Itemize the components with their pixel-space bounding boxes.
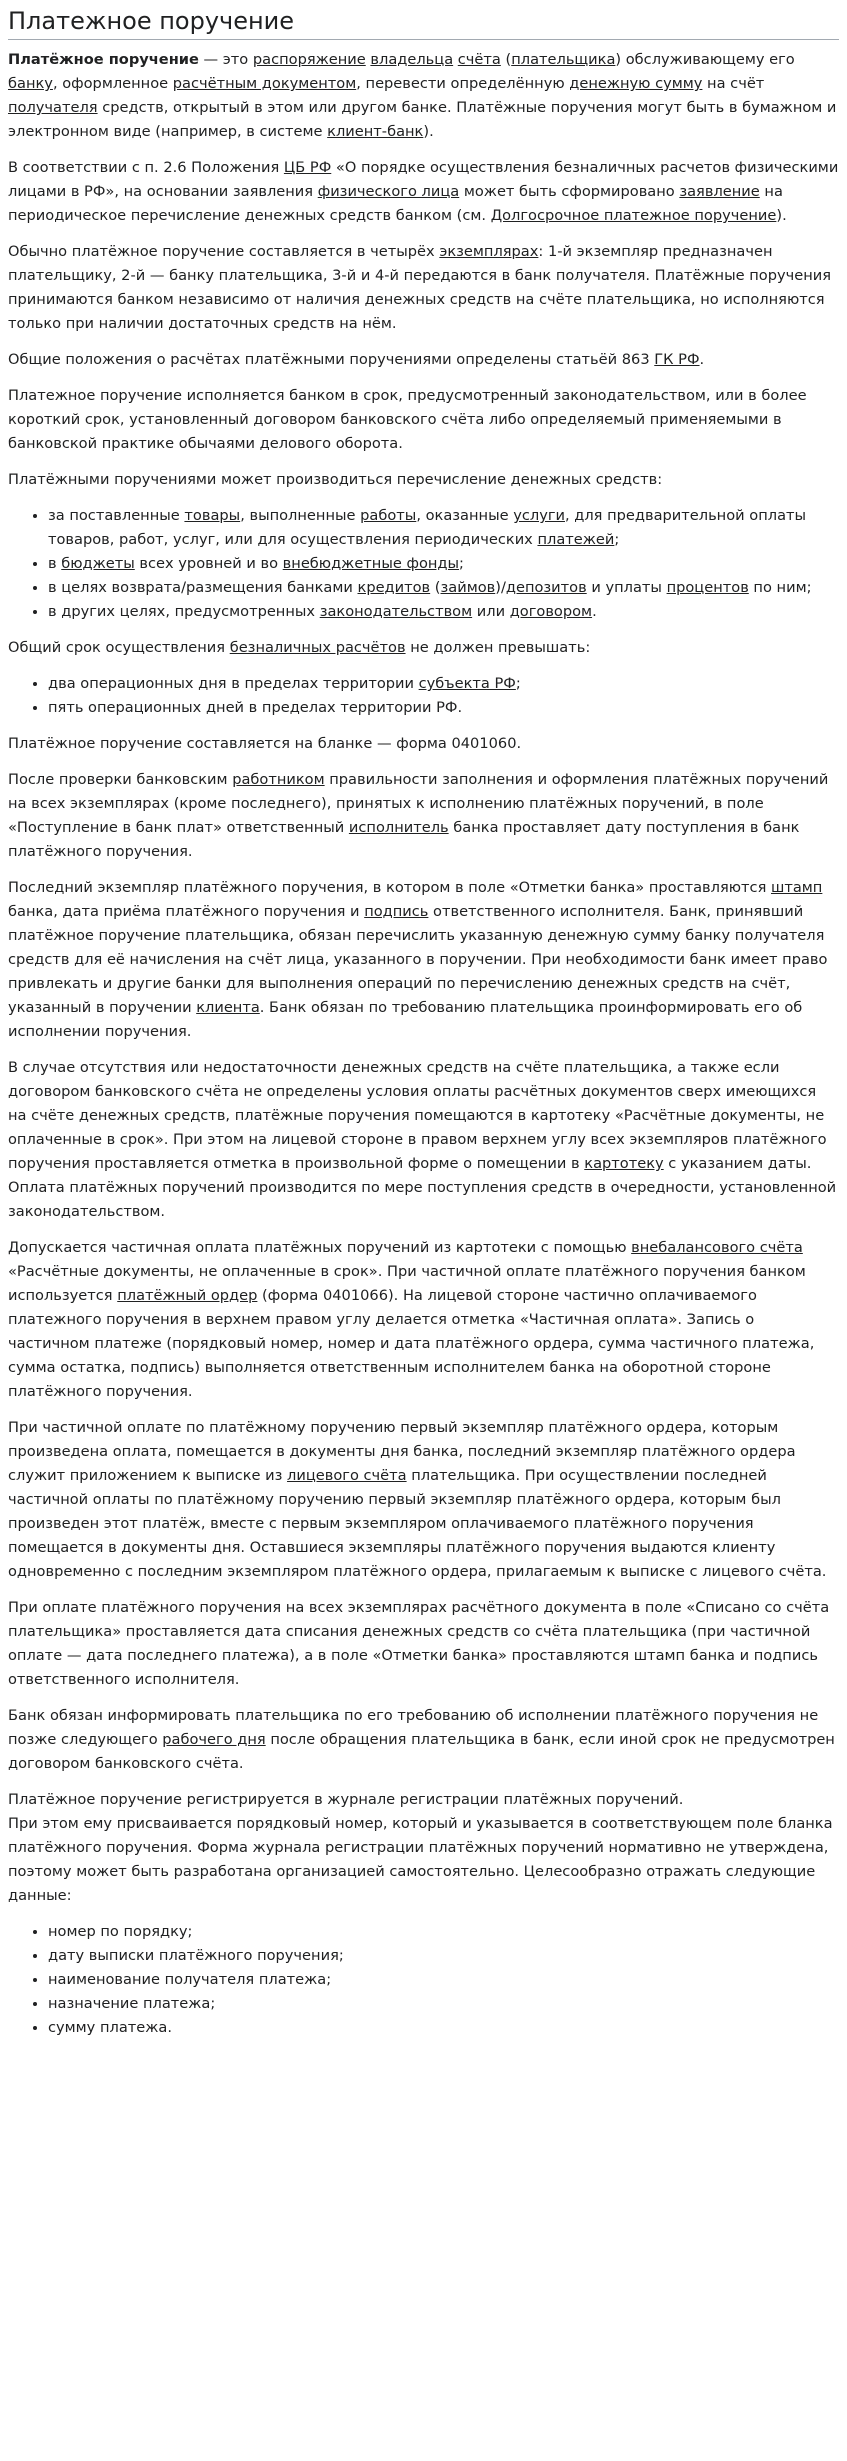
list-item	[48, 1968, 839, 1992]
text-run: банка проставляет дату поступления в банк платёжного поручения.	[8, 819, 800, 860]
text-run: . Банк обязан по требованию плательщика проинформировать его об исполнении поручения.	[8, 999, 803, 1040]
wiki-link[interactable]: договором	[509, 603, 593, 620]
text-run: (форма 0401066). На лицевой стороне частично оплачиваемого платежного поручения в верхнем правом углу делается отметка «Частичная оплата». Запись о частичном платеже (порядковый номер, номер и дата платёжного ордера, сумма частичного платежа, сумма остатка, подпись) выполняется ответственным исполнителем банка на оборотной стороне платёжного поручения.	[8, 1287, 815, 1400]
text-run: наименование получателя платежа;	[48, 1971, 332, 1988]
wiki-link[interactable]: займов	[440, 579, 496, 596]
text-run: в целях возврата/размещения банками	[48, 579, 358, 596]
wiki-link[interactable]: платежей	[537, 531, 615, 548]
text-run: «О порядке осуществления безналичных расчетов физическими лицами в РФ», на основании заявления	[8, 159, 839, 200]
paragraph	[8, 768, 839, 864]
list-item	[48, 1992, 839, 2016]
journal-data-list	[8, 1920, 839, 2040]
text-run: за поставленные	[48, 507, 185, 524]
list-item	[48, 696, 839, 720]
text-run: Платёжными поручениями может производиться перечисление денежных средств:	[8, 471, 663, 488]
text-run: может быть сформировано	[459, 183, 680, 200]
text-run: Банк обязан информировать плательщика по его требованию об исполнении платёжного поручения не позже следующего	[8, 1707, 819, 1748]
list-item	[48, 1920, 839, 1944]
wiki-link[interactable]: экземплярах	[439, 243, 539, 260]
text-run: )/	[495, 579, 506, 596]
wiki-link[interactable]: товары	[184, 507, 241, 524]
terms-list	[8, 672, 839, 720]
list-item	[48, 2016, 839, 2040]
wiki-link[interactable]: плательщика	[511, 51, 616, 68]
paragraph	[8, 1596, 839, 1692]
text-run: Платёжное поручение регистрируется в журнале регистрации платёжных поручений.	[8, 1791, 684, 1808]
wiki-link[interactable]: лицевого счёта	[287, 1467, 407, 1484]
wiki-link[interactable]: Долгосрочное платежное поручение	[490, 207, 777, 224]
wiki-link[interactable]: физического лица	[317, 183, 460, 200]
text-run: не должен превышать:	[405, 639, 591, 656]
text-run: на счёт	[702, 75, 765, 92]
paragraph	[8, 468, 839, 492]
wiki-link[interactable]: законодательством	[319, 603, 473, 620]
wiki-link[interactable]: подпись	[364, 903, 429, 920]
text-run: При частичной оплате по платёжному поручению первый экземпляр платёжного ордера, которым произведена оплата, помещается в документы дня банка, последний экземпляр платёжного ордера служит приложением к выписке из	[8, 1419, 796, 1484]
text-run: назначение платежа;	[48, 1995, 216, 2012]
wiki-link[interactable]: внебалансового счёта	[631, 1239, 803, 1256]
paragraph	[8, 876, 839, 1044]
wiki-link[interactable]: безналичных расчётов	[229, 639, 406, 656]
text-run: и уплаты	[586, 579, 667, 596]
text-run: , выполненные	[240, 507, 361, 524]
text-run: в других целях, предусмотренных	[48, 603, 320, 620]
text-run: средств, открытый в этом или другом банке. Платёжные поручения могут быть в бумажном и электронном виде (например, в системе	[8, 99, 837, 140]
text-run: на периодическое перечисление денежных средств банком (см.	[8, 183, 783, 224]
text-run: Платежное поручение исполняется банком в срок, предусмотренный законодательством, или в более короткий срок, установленный договором банковского счёта либо определяемый применяемыми в банковской практике обычаями делового оборота.	[8, 387, 807, 452]
term-paragraph	[8, 636, 839, 660]
text-run: правильности заполнения и оформления платёжных поручений на всех экземплярах (кроме последнего), принятых к исполнению платёжных поручений, в поле «Поступление в банк плат» ответственный	[8, 771, 829, 836]
text-run: (	[500, 51, 512, 68]
text-run: всех уровней и во	[134, 555, 283, 572]
paragraph	[8, 1416, 839, 1584]
wiki-link[interactable]: работником	[232, 771, 325, 788]
wiki-link[interactable]: кредитов	[357, 579, 431, 596]
list-item	[48, 552, 839, 576]
text-run: после обращения плательщика в банк, если иной срок не предусмотрен договором банковского счёта.	[8, 1731, 835, 1772]
wiki-link[interactable]: ГК РФ	[654, 351, 700, 368]
body-paragraphs	[8, 732, 839, 1908]
text-run: ;	[515, 675, 521, 692]
paragraph	[8, 732, 839, 756]
text-run: В случае отсутствия или недостаточности денежных средств на счёте плательщика, а также если договором банковского счёта не определены условия оплаты расчётных документов сверх имеющихся на счёте денежных средств, платёжные поручения помещаются в картотеку «Расчётные документы, не оплаченные в срок». При этом на лицевой стороне в правом верхнем углу всех экземпляров платёжного поручения проставляется отметка в произвольной форме о помещении в	[8, 1059, 827, 1172]
text-run: После проверки банковским	[8, 771, 233, 788]
paragraph	[8, 1704, 839, 1776]
list-item	[48, 1944, 839, 1968]
wiki-link[interactable]: субъекта РФ	[418, 675, 516, 692]
paragraph	[8, 636, 839, 660]
text-run: пять операционных дней в пределах территории РФ.	[48, 699, 463, 716]
text-run: плательщика. При осуществлении последней частичной оплаты по платёжному поручению первый экземпляр платёжного ордера, которым был произведен этот платёж, вместе с первым экземпляром оплачиваемого платёжного поручения помещается в документы дня. Оставшиеся экземпляры платёжного поручения выдаются клиенту одновременно с последним экземпляром платёжного ордера, прилагаемым к выписке с лицевого счёта.	[8, 1467, 827, 1580]
wiki-link[interactable]: исполнитель	[348, 819, 449, 836]
text-run: В соответствии с п. 2.6 Положения	[8, 159, 284, 176]
text-run: : 1-й экземпляр предназначен плательщику, 2-й — банку плательщика, 3-й и 4-й передаются в банк получателя. Платёжные поручения принимаются банком независимо от наличия денежных средств на счёте плательщика, но исполняются только при наличии достаточных средств на нём.	[8, 243, 832, 332]
paragraph	[8, 1236, 839, 1404]
wiki-link[interactable]: услуги	[513, 507, 565, 524]
text-run: ;	[459, 555, 464, 572]
paragraph	[8, 1788, 839, 1908]
text-run: два операционных дня в пределах территории	[48, 675, 419, 692]
wiki-link[interactable]: платёжный ордер	[117, 1287, 258, 1304]
text-run: или	[472, 603, 510, 620]
text-run: Общий срок осуществления	[8, 639, 230, 656]
wiki-link[interactable]: клиента	[196, 999, 260, 1016]
paragraph	[8, 348, 839, 372]
wiki-link[interactable]: владельца	[370, 51, 454, 68]
wiki-link[interactable]: рабочего дня	[162, 1731, 266, 1748]
intro-paragraphs	[8, 48, 839, 492]
text-run: .	[699, 351, 705, 368]
paragraph	[8, 240, 839, 336]
paragraph	[8, 156, 839, 228]
text-run: Обычно платёжное поручение составляется в четырёх	[8, 243, 440, 260]
text-run: Допускается частичная оплата платёжных поручений из картотеки с помощью	[8, 1239, 632, 1256]
text-run: ).	[423, 123, 434, 140]
text-run: ответственного исполнителя. Банк, принявший платёжное поручение плательщика, обязан перечислить указанную денежную сумму банку получателя средств для её начисления на счёт лица, указанного в поручении. При необходимости банк имеет право привлекать и другие банки для выполнения операций по перечислению денежных средств на счёт, указанный в поручении	[8, 903, 828, 1016]
text-run: , оказанные	[416, 507, 514, 524]
wiki-link[interactable]: клиент-банк	[327, 123, 424, 140]
wiki-link[interactable]: получателя	[8, 99, 98, 116]
wiki-link[interactable]: штамп	[771, 879, 823, 896]
wiki-link[interactable]: картотеку	[584, 1155, 664, 1172]
paragraph	[8, 48, 839, 144]
text-run: При оплате платёжного поручения на всех экземплярах расчётного документа в поле «Списано со счёта плательщика» проставляется дата списания денежных средств со счёта плательщика (при частичной оплате — дата последнего платежа), а в поле «Отметки банка» проставляются штамп банка и подпись ответственного исполнителя.	[8, 1599, 830, 1688]
wiki-link[interactable]: процентов	[666, 579, 749, 596]
text-run: с указанием даты. Оплата платёжных поручений производится по мере поступления средств в очередности, установленной законодательством.	[8, 1155, 837, 1220]
text-run: , оформленное	[52, 75, 173, 92]
text-run: Последний экземпляр платёжного поручения, в котором в поле «Отметки банка» проставляются	[8, 879, 771, 896]
article	[0, 6, 847, 2040]
text-run: банка, дата приёма платёжного поручения и	[8, 903, 365, 920]
text-run: ).	[776, 207, 787, 224]
list-item	[48, 576, 839, 600]
wiki-link[interactable]: счёта	[457, 51, 501, 68]
wiki-link[interactable]: распоряжение	[252, 51, 366, 68]
bold-term: Платёжное поручение	[8, 51, 199, 68]
list-item	[48, 504, 839, 552]
text-run: дату выписки платёжного поручения;	[48, 1947, 344, 1964]
text-run: , для предварительной оплаты товаров, работ, услуг, или для осуществления периодических	[48, 507, 807, 548]
text-run: по ним;	[748, 579, 812, 596]
list-item	[48, 672, 839, 696]
text-run: (	[430, 579, 441, 596]
wiki-link[interactable]: банку	[8, 75, 53, 92]
wiki-link[interactable]: работы	[360, 507, 417, 524]
paragraph	[8, 384, 839, 456]
list-item	[48, 600, 839, 624]
wiki-link[interactable]: денежную сумму	[569, 75, 703, 92]
text-run: .	[592, 603, 597, 620]
text-run: «Расчётные документы, не оплаченные в срок». При частичной оплате платёжного поручения банком используется	[8, 1263, 806, 1304]
text-run: ;	[614, 531, 620, 548]
text-run: сумму платежа.	[48, 2019, 172, 2036]
wiki-link[interactable]: ЦБ РФ	[283, 159, 332, 176]
wiki-link[interactable]: заявление	[679, 183, 760, 200]
text-run: в	[48, 555, 62, 572]
text-run: ) обслуживающему его	[615, 51, 795, 68]
text-run: Платёжное поручение составляется на бланке — форма 0401060.	[8, 735, 522, 752]
page-title: Платежное поручение	[8, 6, 839, 40]
paragraph	[8, 1056, 839, 1224]
text-run: номер по порядку;	[48, 1923, 193, 1940]
text-run: , перевести определённую	[356, 75, 570, 92]
text-run: При этом ему присваивается порядковый номер, который и указывается в соответствующем поле бланка платёжного поручения. Форма журнала регистрации платёжных поручений нормативно не утверждена, поэтому может быть разработана организацией самостоятельно. Целесообразно отражать следующие данные:	[8, 1815, 833, 1904]
wiki-link[interactable]: внебюджетные фонды	[282, 555, 460, 572]
text-run: Общие положения о расчётах платёжными поручениями определены статьёй 863	[8, 351, 655, 368]
text-run: — это	[198, 51, 253, 68]
wiki-link[interactable]: депозитов	[505, 579, 587, 596]
wiki-link[interactable]: бюджеты	[61, 555, 135, 572]
transfer-purposes-list	[8, 504, 839, 624]
wiki-link[interactable]: расчётным документом	[172, 75, 357, 92]
